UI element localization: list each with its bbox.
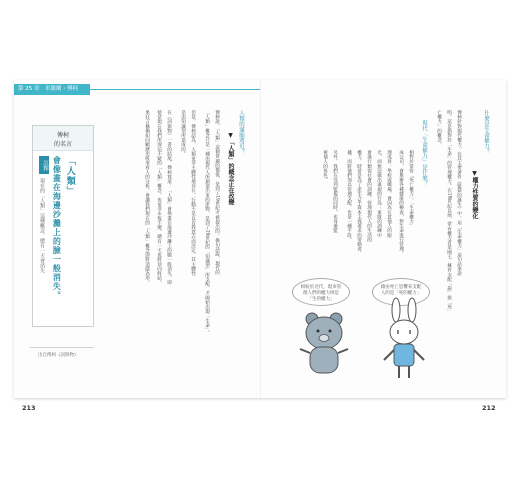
left-column-head: 人類的滿願將近？: [238, 110, 244, 154]
right-body-col-12: 視他人的角色。: [322, 150, 328, 183]
right-body-col-2: 明。這是指對於「生命」的管理權力。在18世紀以前，掌有權力者是國王，擁有支配「殺」與「死」: [446, 110, 452, 314]
left-body-col-2: 「人類」概念只是一種由現代人所創造出來的產物，是到了19世紀的「知識型」所支配，才開始出現「生命」。: [204, 110, 210, 335]
left-body-col-4: 是由知識型所造成的。: [180, 110, 186, 156]
book-gutter: [260, 80, 261, 398]
right-body-col-9: 權力，時常是為了產生合乎資本主義要求的勞動者，: [356, 150, 362, 256]
speech-bubble-right: 藉由死亡恐懼來支配人的是「死的權力」: [372, 278, 430, 306]
quote-line2: 會像畫在海邊沙灘上的臉一般消失。: [52, 156, 62, 300]
right-body-col-8: 會進行類似社會的訓練，管理現代人的生活的: [366, 150, 372, 242]
right-section-title: ▼權力性質的變化: [471, 170, 478, 219]
speech-bubble-left: 相較於近代，現來管理人們的權力則是「生的權力」: [292, 278, 350, 306]
rabbit-icon: [384, 298, 424, 378]
left-body-col-7: 果狂言稱猶如回顧歷史般來看人的分析。會讓我們現在的「人類」概念即將消隱為形。: [144, 110, 150, 285]
chapter-label: 第 25 章 米歇爾・傅柯: [14, 84, 90, 95]
chapter-rule: [90, 89, 260, 90]
quote-source: 出自傅柯《詞與物》: [38, 353, 79, 358]
right-body-col-1: 傅柯針對現代權力，在其主要著作《監獄的誕生》中，用「生命權力」這句話來說: [456, 110, 462, 276]
right-column-head: 什麼是生命權力？: [483, 110, 489, 154]
bear-icon: [300, 313, 348, 373]
right-body-col-3: 亡權力」的概念。: [436, 110, 442, 147]
left-body-col-5: 在《詞與物》一書的結尾，傅柯寫道：「人類」會像畫在海邊沙灘上的臉一般消失，即: [166, 110, 172, 285]
quote-line1: 「人類」: [64, 156, 75, 196]
source-rule: [30, 347, 94, 348]
left-section-title: ▼「人類」的概念正在改變: [227, 132, 234, 205]
quote-header: [33, 126, 93, 151]
note-text: 現在的「人類」這種概念，總有一天會消失: [39, 178, 45, 273]
right-page-number: 212: [482, 404, 496, 412]
left-body-col-6: 使是現在我們所深信不疑的「人類」概念，也並非永恆不變，總有一天也將迎向終結。: [156, 110, 162, 285]
left-body-col-1: 傅柯說，「人類」這個普遍的價值，是到了19世紀才被提出的。換句話說，現代的: [214, 110, 220, 275]
bear-illustration: [290, 305, 360, 385]
rabbit-illustration: [372, 300, 442, 385]
left-body-col-3: 但是，傅柯認為，人類並非主體性地存在，行動不是以自我意志而決定，其主體性: [190, 110, 196, 276]
right-body-col-10: 據，而將他們加以管理支配，也是一種手段。: [346, 150, 352, 242]
right-body-col-4: 相對於掌管「死亡權力」，「生命權力」: [408, 150, 414, 229]
quote-box: [32, 125, 94, 327]
right-body-col-6: 理成員：學校或職場，會因為在意他人的眼: [386, 150, 392, 238]
right-body-col-7: 光，而無法做出違規的行為；軍隊的訓練中: [376, 150, 382, 238]
right-body-col-11: 另外，我們在受到監視的同時，也身兼監: [332, 150, 338, 233]
right-subhead: 現代「生命權力」是什麼？: [421, 120, 427, 186]
quote-title-line1: 傅柯: [56, 132, 69, 139]
right-body-col-5: 成公司，會舉辦各種健康的檢查，對生命進行管理。: [398, 150, 404, 256]
note-label: 註釋: [39, 156, 49, 174]
left-page-number: 213: [22, 404, 36, 412]
quote-title-line2: 的名言: [53, 141, 72, 148]
